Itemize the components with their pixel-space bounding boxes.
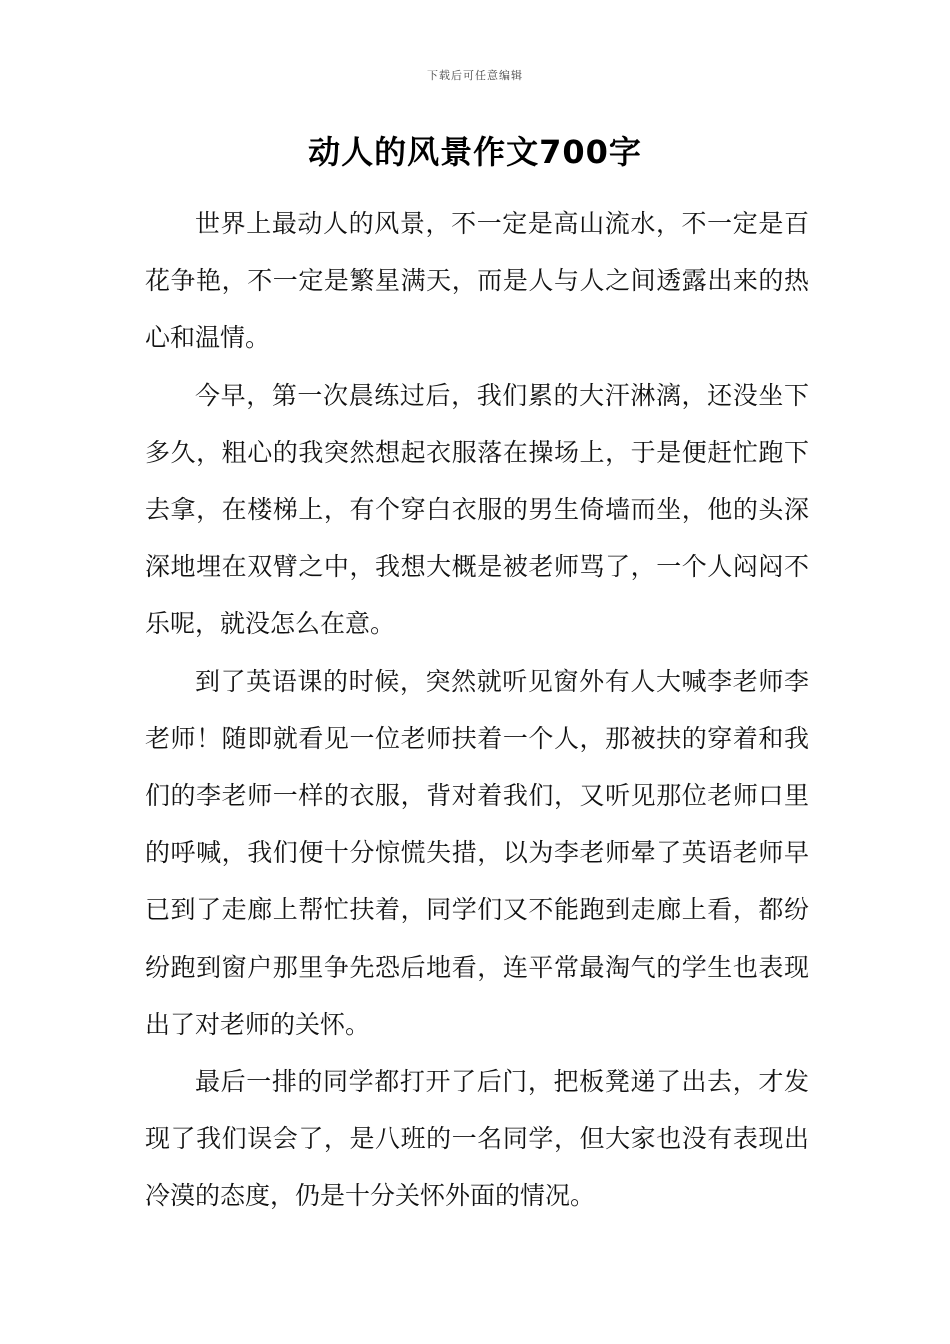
document-title: 动人的风景作文700字 bbox=[308, 133, 642, 171]
paragraph-1: 世界上最动人的风景，不一定是高山流水，不一定是百花争艳，不一定是繁星满天，而是人与人之间透露出来的热心和温情。 bbox=[145, 209, 809, 353]
document-body bbox=[145, 195, 809, 1225]
paragraph-4: 最后一排的同学都打开了后门，把板凳递了出去，才发现了我们误会了，是八班的一名同学，但大家也没有表现出冷漠的态度，仍是十分关怀外面的情况。 bbox=[145, 1067, 809, 1211]
header-note: 下载后可任意编辑 bbox=[427, 69, 523, 82]
paragraph-2: 今早，第一次晨练过后，我们累的大汗淋漓，还没坐下多久，粗心的我突然想起衣服落在操场上，于是便赶忙跑下去拿，在楼梯上，有个穿白衣服的男生倚墙而坐，他的头深深地埋在双臂之中，我想大概是被老师骂了，一个人闷闷不乐呢，就没怎么在意。 bbox=[145, 380, 809, 639]
paragraph-3: 到了英语课的时候，突然就听见窗外有人大喊李老师李老师！随即就看见一位老师扶着一个人，那被扶的穿着和我们的李老师一样的衣服，背对着我们，又听见那位老师口里的呼喊，我们便十分惊慌失措，以为李老师晕了英语老师早已到了走廊上帮忙扶着，同学们又不能跑到走廊上看，都纷纷跑到窗户那里争先恐后地看，连平常最淘气的学生也表现出了对老师的关怀。 bbox=[145, 666, 809, 1039]
